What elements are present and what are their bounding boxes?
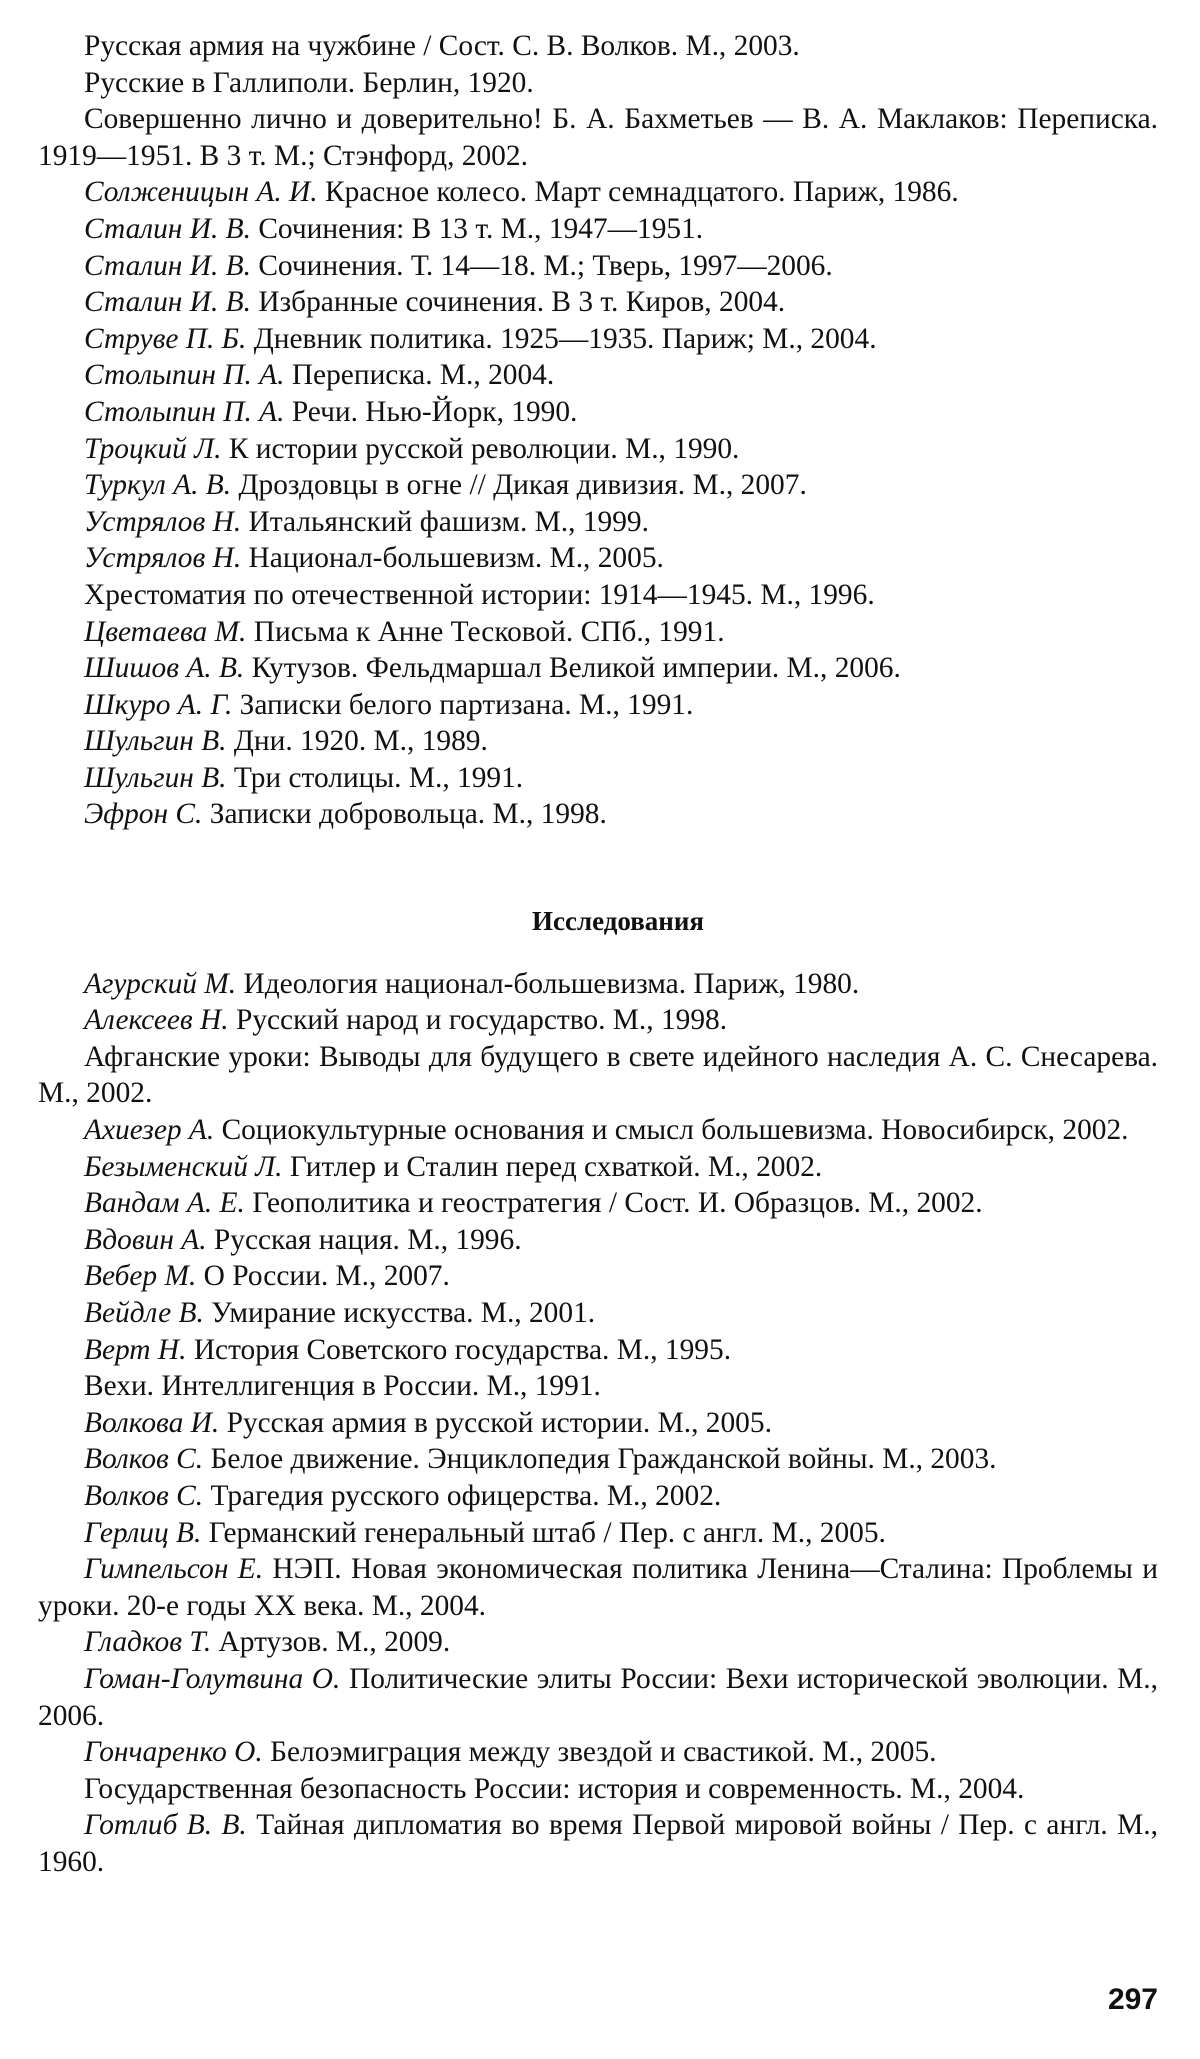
entry-text: Дневник политика. 1925—1935. Париж; М., 2004. <box>254 323 877 355</box>
bibliography-entry <box>38 28 1158 65</box>
section-spacer <box>38 833 1158 903</box>
entry-text: Артузов. М., 2009. <box>219 1626 451 1658</box>
entry-author: Столыпин П. А. <box>84 359 284 391</box>
entry-author: Туркул А. В. <box>84 469 231 501</box>
entry-author: Устрялов Н. <box>84 542 241 574</box>
entry-text: Сочинения: В 13 т. М., 1947—1951. <box>258 213 703 245</box>
bibliography-entry <box>38 1332 1158 1369</box>
bibliography-entry <box>38 174 1158 211</box>
bibliography-entry <box>38 540 1158 577</box>
bibliography-entry <box>38 687 1158 724</box>
entry-text: Избранные сочинения. В 3 т. Киров, 2004. <box>258 286 785 318</box>
entry-text: Речи. Нью-Йорк, 1990. <box>292 396 578 428</box>
entry-text: Гитлер и Сталин перед схваткой. М., 2002. <box>290 1151 822 1183</box>
entry-text: Белое движение. Энциклопедия Гражданской войны. М., 2003. <box>210 1443 996 1475</box>
bibliography-entry <box>38 65 1158 102</box>
entry-author: Вдовин А. <box>84 1224 207 1256</box>
entry-text: Вехи. Интеллигенция в России. М., 1991. <box>84 1370 601 1402</box>
bibliography-entry <box>38 1368 1158 1405</box>
entry-text: Геополитика и геостратегия / Сост. И. Образцов. М., 2002. <box>252 1187 982 1219</box>
entry-author: Агурский М. <box>84 968 236 1000</box>
entry-text: Переписка. М., 2004. <box>292 359 554 391</box>
entry-author: Сталин И. В. <box>84 250 251 282</box>
entry-text: Кутузов. Фельдмаршал Великой империи. М., 2006. <box>252 652 901 684</box>
bibliography-entry <box>38 101 1158 174</box>
entry-text: Национал-большевизм. М., 2005. <box>249 542 664 574</box>
document-page <box>0 0 1200 2059</box>
bibliography-entry <box>38 966 1158 1003</box>
entry-text: НЭП. Новая экономическая политика Ленина—Сталина: Проблемы и уроки. 20-е годы XX века. М., 2004. <box>38 1553 1158 1622</box>
entry-author: Вейдле В. <box>84 1297 204 1329</box>
entry-author: Устрялов Н. <box>84 506 241 538</box>
entry-text: Умирание искусства. М., 2001. <box>211 1297 595 1329</box>
bibliography-entry <box>38 650 1158 687</box>
entry-text: Русская армия на чужбине / Сост. С. В. Волков. М., 2003. <box>84 30 800 62</box>
entry-text: Русская армия в русской истории. М., 2005. <box>227 1407 772 1439</box>
entry-text: Записки добровольца. М., 1998. <box>210 798 607 830</box>
bibliography-entry <box>38 1149 1158 1186</box>
bibliography-entry <box>38 467 1158 504</box>
bibliography-entry <box>38 1515 1158 1552</box>
entry-author: Столыпин П. А. <box>84 396 284 428</box>
entry-author: Гладков Т. <box>84 1626 211 1658</box>
entry-text: Письма к Анне Тесковой. СПб., 1991. <box>254 616 725 648</box>
entry-author: Верт Н. <box>84 1334 186 1366</box>
bibliography-entry <box>38 1039 1158 1112</box>
bibliography-entry <box>38 1295 1158 1332</box>
bibliography-entry <box>38 504 1158 541</box>
entry-text: Русские в Галлиполи. Берлин, 1920. <box>84 67 534 99</box>
entry-text: Три столицы. М., 1991. <box>234 762 523 794</box>
bibliography-entry <box>38 1478 1158 1515</box>
entry-text: Сочинения. Т. 14—18. М.; Тверь, 1997—2006. <box>258 250 832 282</box>
entry-text: Русский народ и государство. М., 1998. <box>236 1004 727 1036</box>
entry-text: Политические элиты России: Вехи исторической эволюции. М., 2006. <box>38 1663 1158 1732</box>
bibliography-entry <box>38 760 1158 797</box>
bibliography-entry <box>38 1734 1158 1771</box>
entry-author: Солженицын А. И. <box>84 176 318 208</box>
entry-text: Белоэмиграция между звездой и свастикой. М., 2005. <box>270 1736 936 1768</box>
bibliography-entry <box>38 577 1158 614</box>
entry-author: Ахиезер А. <box>84 1114 214 1146</box>
bibliography-entry <box>38 357 1158 394</box>
entry-author: Троцкий Л. <box>84 433 221 465</box>
bibliography-entry <box>38 1185 1158 1222</box>
entry-author: Готлиб В. В. <box>84 1809 247 1841</box>
primary-sources-list <box>38 28 1158 833</box>
bibliography-entry <box>38 1112 1158 1149</box>
page-number: 297 <box>1108 1982 1158 2019</box>
bibliography-entry <box>38 1002 1158 1039</box>
entry-author: Безыменский Л. <box>84 1151 283 1183</box>
entry-text: Русская нация. М., 1996. <box>214 1224 522 1256</box>
entry-author: Эфрон С. <box>84 798 202 830</box>
entry-text: Итальянский фашизм. М., 1999. <box>249 506 649 538</box>
entry-author: Шульгин В. <box>84 725 227 757</box>
entry-text: Совершенно лично и доверительно! Б. А. Бахметьев — В. А. Маклаков: Переписка. 1919—1951. В 3 т. М.; Стэнфорд, 2002. <box>38 103 1158 172</box>
entry-author: Волков С. <box>84 1480 203 1512</box>
entry-author: Гончаренко О. <box>84 1736 263 1768</box>
bibliography-entry <box>38 394 1158 431</box>
entry-author: Шишов А. В. <box>84 652 244 684</box>
entry-text: О России. М., 2007. <box>204 1260 450 1292</box>
bibliography-entry <box>38 1222 1158 1259</box>
entry-author: Гимпельсон Е. <box>84 1553 263 1585</box>
entry-author: Сталин И. В. <box>84 213 251 245</box>
entry-text: Германский генеральный штаб / Пер. с англ. М., 2005. <box>209 1517 886 1549</box>
bibliography-entry <box>38 614 1158 651</box>
bibliography-entry <box>38 1258 1158 1295</box>
entry-text: Тайная дипломатия во время Первой мировой войны / Пер. с англ. М., 1960. <box>38 1809 1158 1878</box>
bibliography-entry <box>38 796 1158 833</box>
entry-text: Дни. 1920. М., 1989. <box>234 725 488 757</box>
bibliography-entry <box>38 1441 1158 1478</box>
entry-author: Герлиц В. <box>84 1517 201 1549</box>
entry-author: Волков С. <box>84 1443 203 1475</box>
bibliography-entry <box>38 431 1158 468</box>
bibliography-entry <box>38 321 1158 358</box>
entry-text: Записки белого партизана. М., 1991. <box>240 689 694 721</box>
entry-author: Вандам А. Е. <box>84 1187 245 1219</box>
entry-author: Сталин И. В. <box>84 286 251 318</box>
entry-text: Идеология национал-большевизма. Париж, 1980. <box>244 968 860 1000</box>
entry-author: Волкова И. <box>84 1407 219 1439</box>
entry-author: Гоман-Голутвина О. <box>84 1663 340 1695</box>
entry-text: Афганские уроки: Выводы для будущего в свете идейного наследия А. С. Снесарева. М., 2002. <box>38 1041 1158 1110</box>
entry-author: Цветаева М. <box>84 616 246 648</box>
entry-author: Шкуро А. Г. <box>84 689 232 721</box>
entry-author: Струве П. Б. <box>84 323 246 355</box>
section-heading-research: Исследования <box>38 903 1158 940</box>
bibliography-entry <box>38 723 1158 760</box>
research-list <box>38 966 1158 1881</box>
bibliography-entry <box>38 211 1158 248</box>
bibliography-entry <box>38 1807 1158 1880</box>
entry-text: Трагедия русского офицерства. М., 2002. <box>210 1480 721 1512</box>
bibliography-entry <box>38 1661 1158 1734</box>
entry-text: Социокультурные основания и смысл большевизма. Новосибирск, 2002. <box>222 1114 1129 1146</box>
bibliography-entry <box>38 248 1158 285</box>
bibliography-entry <box>38 1405 1158 1442</box>
entry-text: Хрестоматия по отечественной истории: 1914—1945. М., 1996. <box>84 579 875 611</box>
bibliography-entry <box>38 1551 1158 1624</box>
bibliography-entry <box>38 1771 1158 1808</box>
entry-author: Вебер М. <box>84 1260 196 1292</box>
entry-text: История Советского государства. М., 1995. <box>194 1334 731 1366</box>
bibliography-entry <box>38 1624 1158 1661</box>
bibliography-entry <box>38 284 1158 321</box>
entry-text: Красное колесо. Март семнадцатого. Париж, 1986. <box>325 176 959 208</box>
entry-author: Алексеев Н. <box>84 1004 229 1036</box>
entry-author: Шульгин В. <box>84 762 227 794</box>
entry-text: Государственная безопасность России: история и современность. М., 2004. <box>84 1773 1024 1805</box>
entry-text: Дроздовцы в огне // Дикая дивизия. М., 2007. <box>238 469 806 501</box>
entry-text: К истории русской революции. М., 1990. <box>229 433 740 465</box>
